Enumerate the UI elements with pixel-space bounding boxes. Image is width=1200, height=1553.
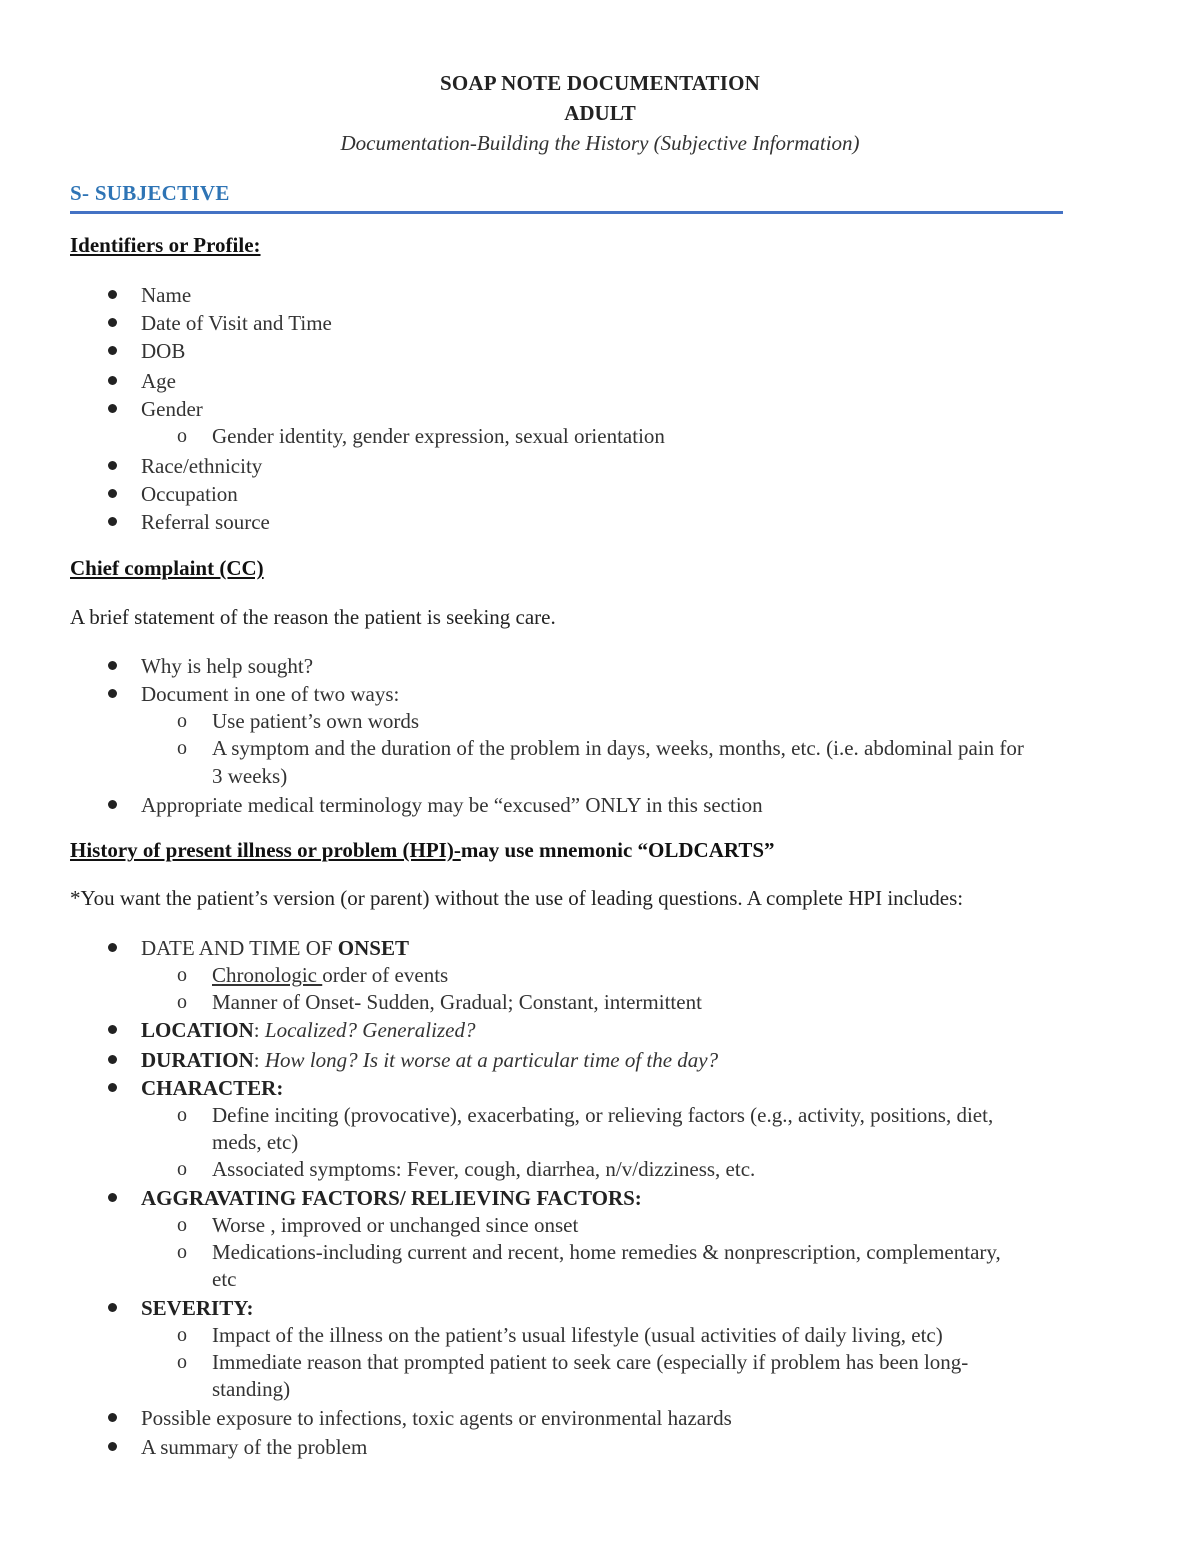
document-title: SOAP NOTE DOCUMENTATION: [439, 71, 761, 95]
list-item: DOB: [141, 339, 186, 363]
location-label: LOCATION: [141, 1018, 254, 1042]
list-item: Document in one of two ways:: [141, 682, 400, 706]
location-text: Localized? Generalized?: [264, 1018, 476, 1042]
chief-complaint-heading: Chief complaint (CC): [70, 556, 264, 580]
duration-label: DURATION: [141, 1048, 254, 1072]
list-item: Occupation: [141, 482, 238, 506]
sub-list-item-continued: etc: [212, 1267, 237, 1291]
identifiers-heading: Identifiers or Profile:: [70, 233, 261, 257]
sub-list-item: o Medications-including current and recent, home remedies & nonprescription, complementary,: [212, 1240, 1001, 1264]
sub-list-item: [212, 963, 448, 987]
list-item-onset: [141, 936, 409, 960]
list-item-character: CHARACTER:: [141, 1076, 284, 1100]
sub-list-item: o Manner of Onset- Sudden, Gradual; Constant, intermittent: [212, 990, 702, 1014]
sub-list-item: o Associated symptoms: Fever, cough, diarrhea, n/v/dizziness, etc.: [212, 1157, 755, 1181]
sub-list-item: o Gender identity, gender expression, sexual orientation: [212, 424, 665, 448]
list-item: Name: [141, 283, 192, 307]
list-item: Possible exposure to infections, toxic agents or environmental hazards: [141, 1406, 732, 1430]
document-subtitle: ADULT: [564, 101, 636, 125]
sub-list-item: o Immediate reason that prompted patient to seek care (especially if problem has been long-: [212, 1350, 968, 1374]
hpi-heading-mnemonic: may use mnemonic “OLDCARTS”: [460, 838, 775, 862]
sub-list-item-continued: meds, etc): [212, 1130, 299, 1154]
list-item: Age: [141, 369, 176, 393]
list-item: Gender: [141, 397, 203, 421]
list-item-location: [141, 1018, 475, 1042]
list-item: Why is help sought?: [141, 654, 314, 678]
sub-list-item: o Define inciting (provocative), exacerbating, or relieving factors (e.g., activity, positions, diet,: [212, 1103, 993, 1127]
list-item-severity: SEVERITY:: [141, 1296, 254, 1320]
onset-label: ONSET: [337, 936, 409, 960]
list-item: A summary of the problem: [141, 1435, 368, 1459]
chief-complaint-description: A brief statement of the reason the patient is seeking care.: [70, 605, 556, 629]
duration-text: How long? Is it worse at a particular time of the day?: [264, 1048, 719, 1072]
chronologic-term: Chronologic: [212, 963, 323, 987]
onset-prefix: DATE AND TIME OF: [141, 936, 338, 960]
list-item-duration: [141, 1048, 718, 1072]
sub-list-item-continued: 3 weeks): [212, 764, 288, 788]
list-item: Referral source: [141, 510, 270, 534]
document-tagline: Documentation-Building the History (Subjective Information): [340, 131, 860, 155]
list-item: Race/ethnicity: [141, 454, 263, 478]
duration-sep: :: [253, 1048, 265, 1072]
sub-list-item: o A symptom and the duration of the problem in days, weeks, months, etc. (i.e. abdominal pain for: [212, 736, 1024, 760]
chronologic-rest: order of events: [322, 963, 449, 987]
section-divider: [70, 211, 1063, 214]
hpi-heading: [70, 838, 775, 862]
sub-list-item: o Worse , improved or unchanged since onset: [212, 1213, 578, 1237]
hpi-intro: *You want the patient’s version (or parent) without the use of leading questions. A complete HPI includes:: [70, 886, 964, 910]
list-item: Appropriate medical terminology may be “excused” ONLY in this section: [141, 793, 763, 817]
section-heading-subjective: S- SUBJECTIVE: [70, 181, 230, 205]
location-sep: :: [253, 1018, 265, 1042]
sub-list-item: o Impact of the illness on the patient’s usual lifestyle (usual activities of daily living, etc): [212, 1323, 943, 1347]
sub-list-item: o Use patient’s own words: [212, 709, 419, 733]
hpi-heading-underlined: History of present illness or problem (HPI)-: [70, 838, 461, 862]
list-item-aggravating: AGGRAVATING FACTORS/ RELIEVING FACTORS:: [141, 1186, 642, 1210]
list-item: Date of Visit and Time: [141, 311, 332, 335]
sub-list-item-continued: standing): [212, 1377, 291, 1401]
